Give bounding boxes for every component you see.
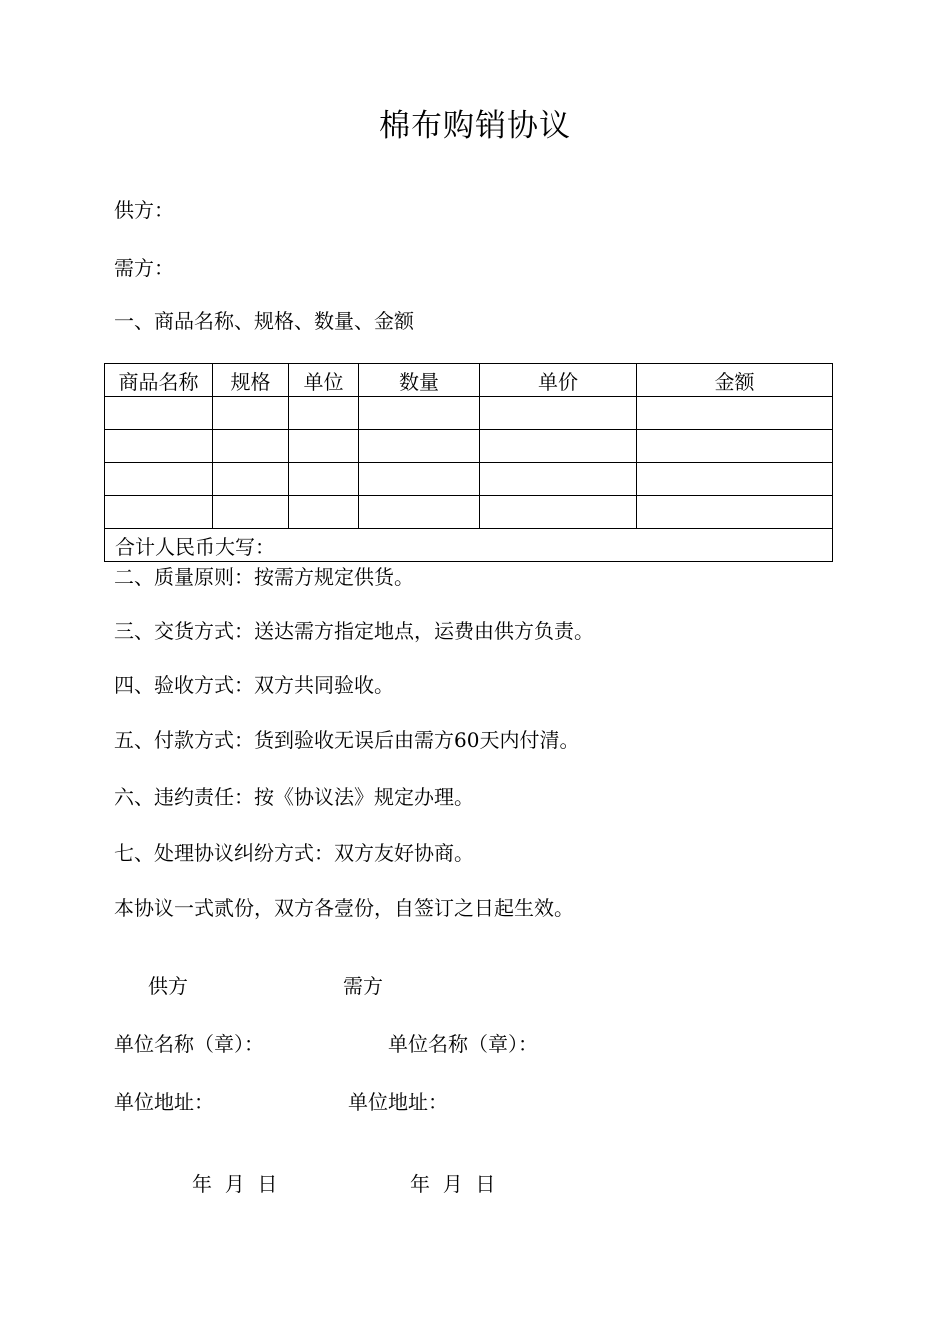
supplier-label: 供方： [114,198,174,222]
supplier-unit-name-field[interactable]: 单位名称（章）： [114,1032,264,1056]
buyer-label: 需方： [114,256,174,280]
table-cell[interactable] [105,463,213,496]
table-cell[interactable] [213,496,289,529]
buyer-unit-name-field[interactable]: 单位名称（章）： [388,1032,538,1056]
table-cell[interactable] [213,463,289,496]
table-cell[interactable] [480,463,637,496]
table-row [105,496,833,529]
table-cell[interactable] [289,430,359,463]
header-unit: 单位 [289,364,359,397]
header-quantity: 数量 [359,364,480,397]
header-product-name: 商品名称 [105,364,213,397]
table-cell[interactable] [359,397,480,430]
table-cell[interactable] [289,397,359,430]
table-cell[interactable] [480,496,637,529]
table-cell[interactable] [359,463,480,496]
clause-acceptance: 四、验收方式：双方共同验收。 [114,673,394,697]
buyer-date-field[interactable]: 年 月 日 [410,1172,496,1196]
table-cell[interactable] [213,430,289,463]
signature-buyer-label: 需方 [343,974,383,998]
table-row [105,397,833,430]
table-total-row [105,529,833,562]
clause-quality: 二、质量原则：按需方规定供货。 [114,565,414,589]
table-cell[interactable] [289,496,359,529]
table-cell[interactable] [105,430,213,463]
clause-liability: 六、违约责任：按《协议法》规定办理。 [114,785,474,809]
table-cell[interactable] [637,397,833,430]
table-cell[interactable] [213,397,289,430]
total-amount-label: 合计人民币大写： [105,529,833,562]
table-cell[interactable] [105,397,213,430]
table-cell[interactable] [480,430,637,463]
goods-table [104,363,833,562]
table-row [105,430,833,463]
supplier-address-field[interactable]: 单位地址： [114,1090,214,1114]
clause-dispute: 七、处理协议纠纷方式：双方友好协商。 [114,841,474,865]
header-unit-price: 单价 [480,364,637,397]
table-cell[interactable] [480,397,637,430]
clause-delivery: 三、交货方式：送达需方指定地点，运费由供方负责。 [114,619,594,643]
clause-copies: 本协议一式贰份，双方各壹份，自签订之日起生效。 [114,896,574,920]
table-cell[interactable] [637,496,833,529]
table-header-row [105,364,833,397]
supplier-date-field[interactable]: 年 月 日 [192,1172,278,1196]
table-cell[interactable] [637,430,833,463]
table-cell[interactable] [359,496,480,529]
clause-payment: 五、付款方式：货到验收无误后由需方60天内付清。 [114,728,580,752]
table-cell[interactable] [359,430,480,463]
header-specification: 规格 [213,364,289,397]
header-amount: 金额 [637,364,833,397]
buyer-address-field[interactable]: 单位地址： [348,1090,448,1114]
table-cell[interactable] [637,463,833,496]
table-cell[interactable] [105,496,213,529]
section-goods-heading: 一、商品名称、规格、数量、金额 [114,309,414,333]
document-title: 棉布购销协议 [379,108,571,144]
table-cell[interactable] [289,463,359,496]
signature-supplier-label: 供方 [148,974,188,998]
table-row [105,463,833,496]
